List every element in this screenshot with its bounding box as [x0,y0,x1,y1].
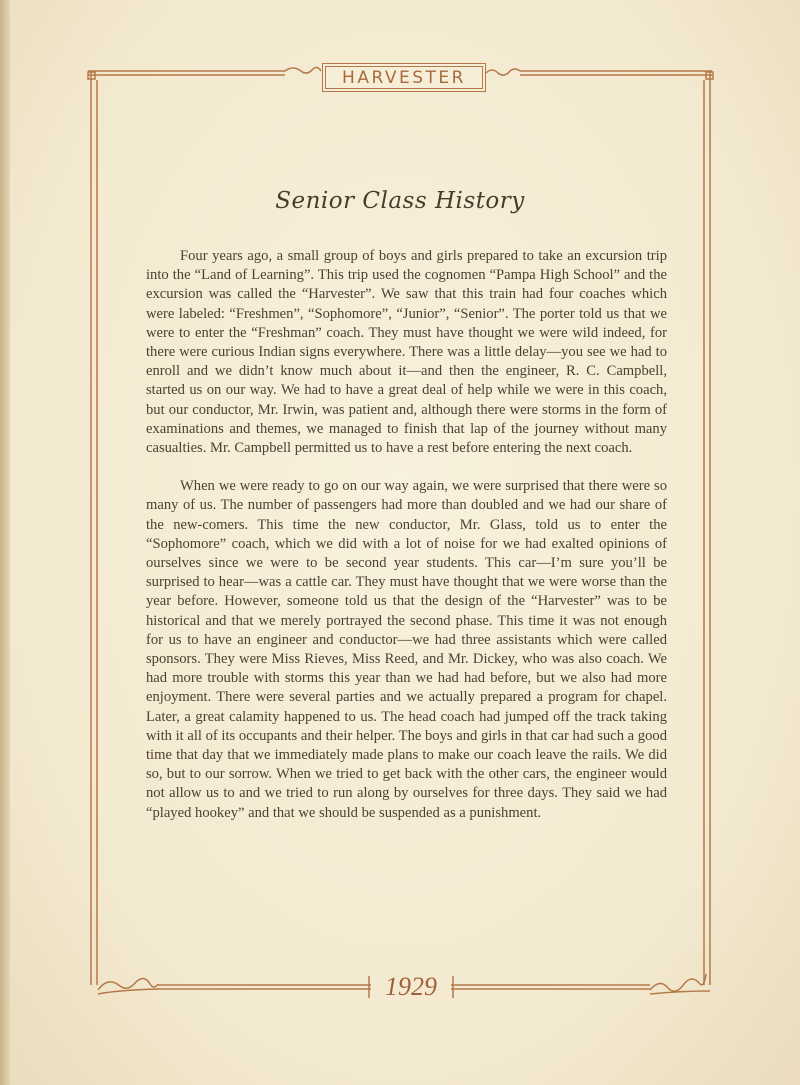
left-flourish [285,67,321,73]
article-body [146,247,667,823]
page-title: Senior Class History [275,188,525,214]
bottom-right-ornament [650,974,706,991]
paragraph-2: When we were ready to go on our way again, we were surprised that there were so many of us. The number of passengers had more than doubled and we had our share of the new-comers. This time the new conductor, Mr. Glass, told us to enter the “Sophomore” coach, which we did with a lot of noise for we had exalted opinions of ourselves since we were to be second year students. This car—I’m sure you’ll be surprised to hear—was a cattle car. They must have thought that we were worse than the year before. However, someone told us that the design of the “Harvester” was to be historical and that we merely portrayed the second phase. This time it was not enough for us to have an engineer and conductor—we had three assistants which were called sponsors. They were Miss Rieves, Miss Reed, and Mr. Dickey, who was also coach. We had more trouble with storms this year than we had had before, but we also had more enjoyment. There were several parties and we actually prepared a program for chapel. Later, a great calamity happened to us. The head coach had jumped off the track taking with it all of its occupants and their helper. The boys and girls in that car had such a good time that day that we immediately made plans to make our coach leave the rails. We did so, but to our sorrow. When we tried to get back with the other cars, the engineer would not allow us to and we tried to run along by ourselves for three days. They said we had “played hookey” and that we should be suspended as a punishment. [146,478,667,821]
footer-year: 1929 [371,970,451,1004]
bottom-left-ornament [98,978,158,990]
right-flourish [486,69,520,75]
running-header: HARVESTER [322,63,486,92]
paragraph-1: Four years ago, a small group of boys and girls prepared to take an excursion trip into the “Land of Learning”. This trip used the cognomen “Pampa High School” and the excursion was called the “Harvester”. We saw that this train had four coaches which were labeled: “Freshmen”, “Sophomore”, “Junior”, “Senior”. The porter told us that we were to enter the “Freshman” coach. They must have thought we were wild indeed, for there were curious Indian signs everywhere. There was a little delay—you see we had to enroll and we didn’t know much about it—and then the engineer, R. C. Campbell, started us on our way. We had to have a great deal of help while we were in this coach, but our conductor, Mr. Irwin, was patient and, although there were storms in the form of examinations and themes, we managed to finish that lap of the journey without many casualties. Mr. Campbell permitted us to have a rest before entering the next coach. [146,248,667,457]
